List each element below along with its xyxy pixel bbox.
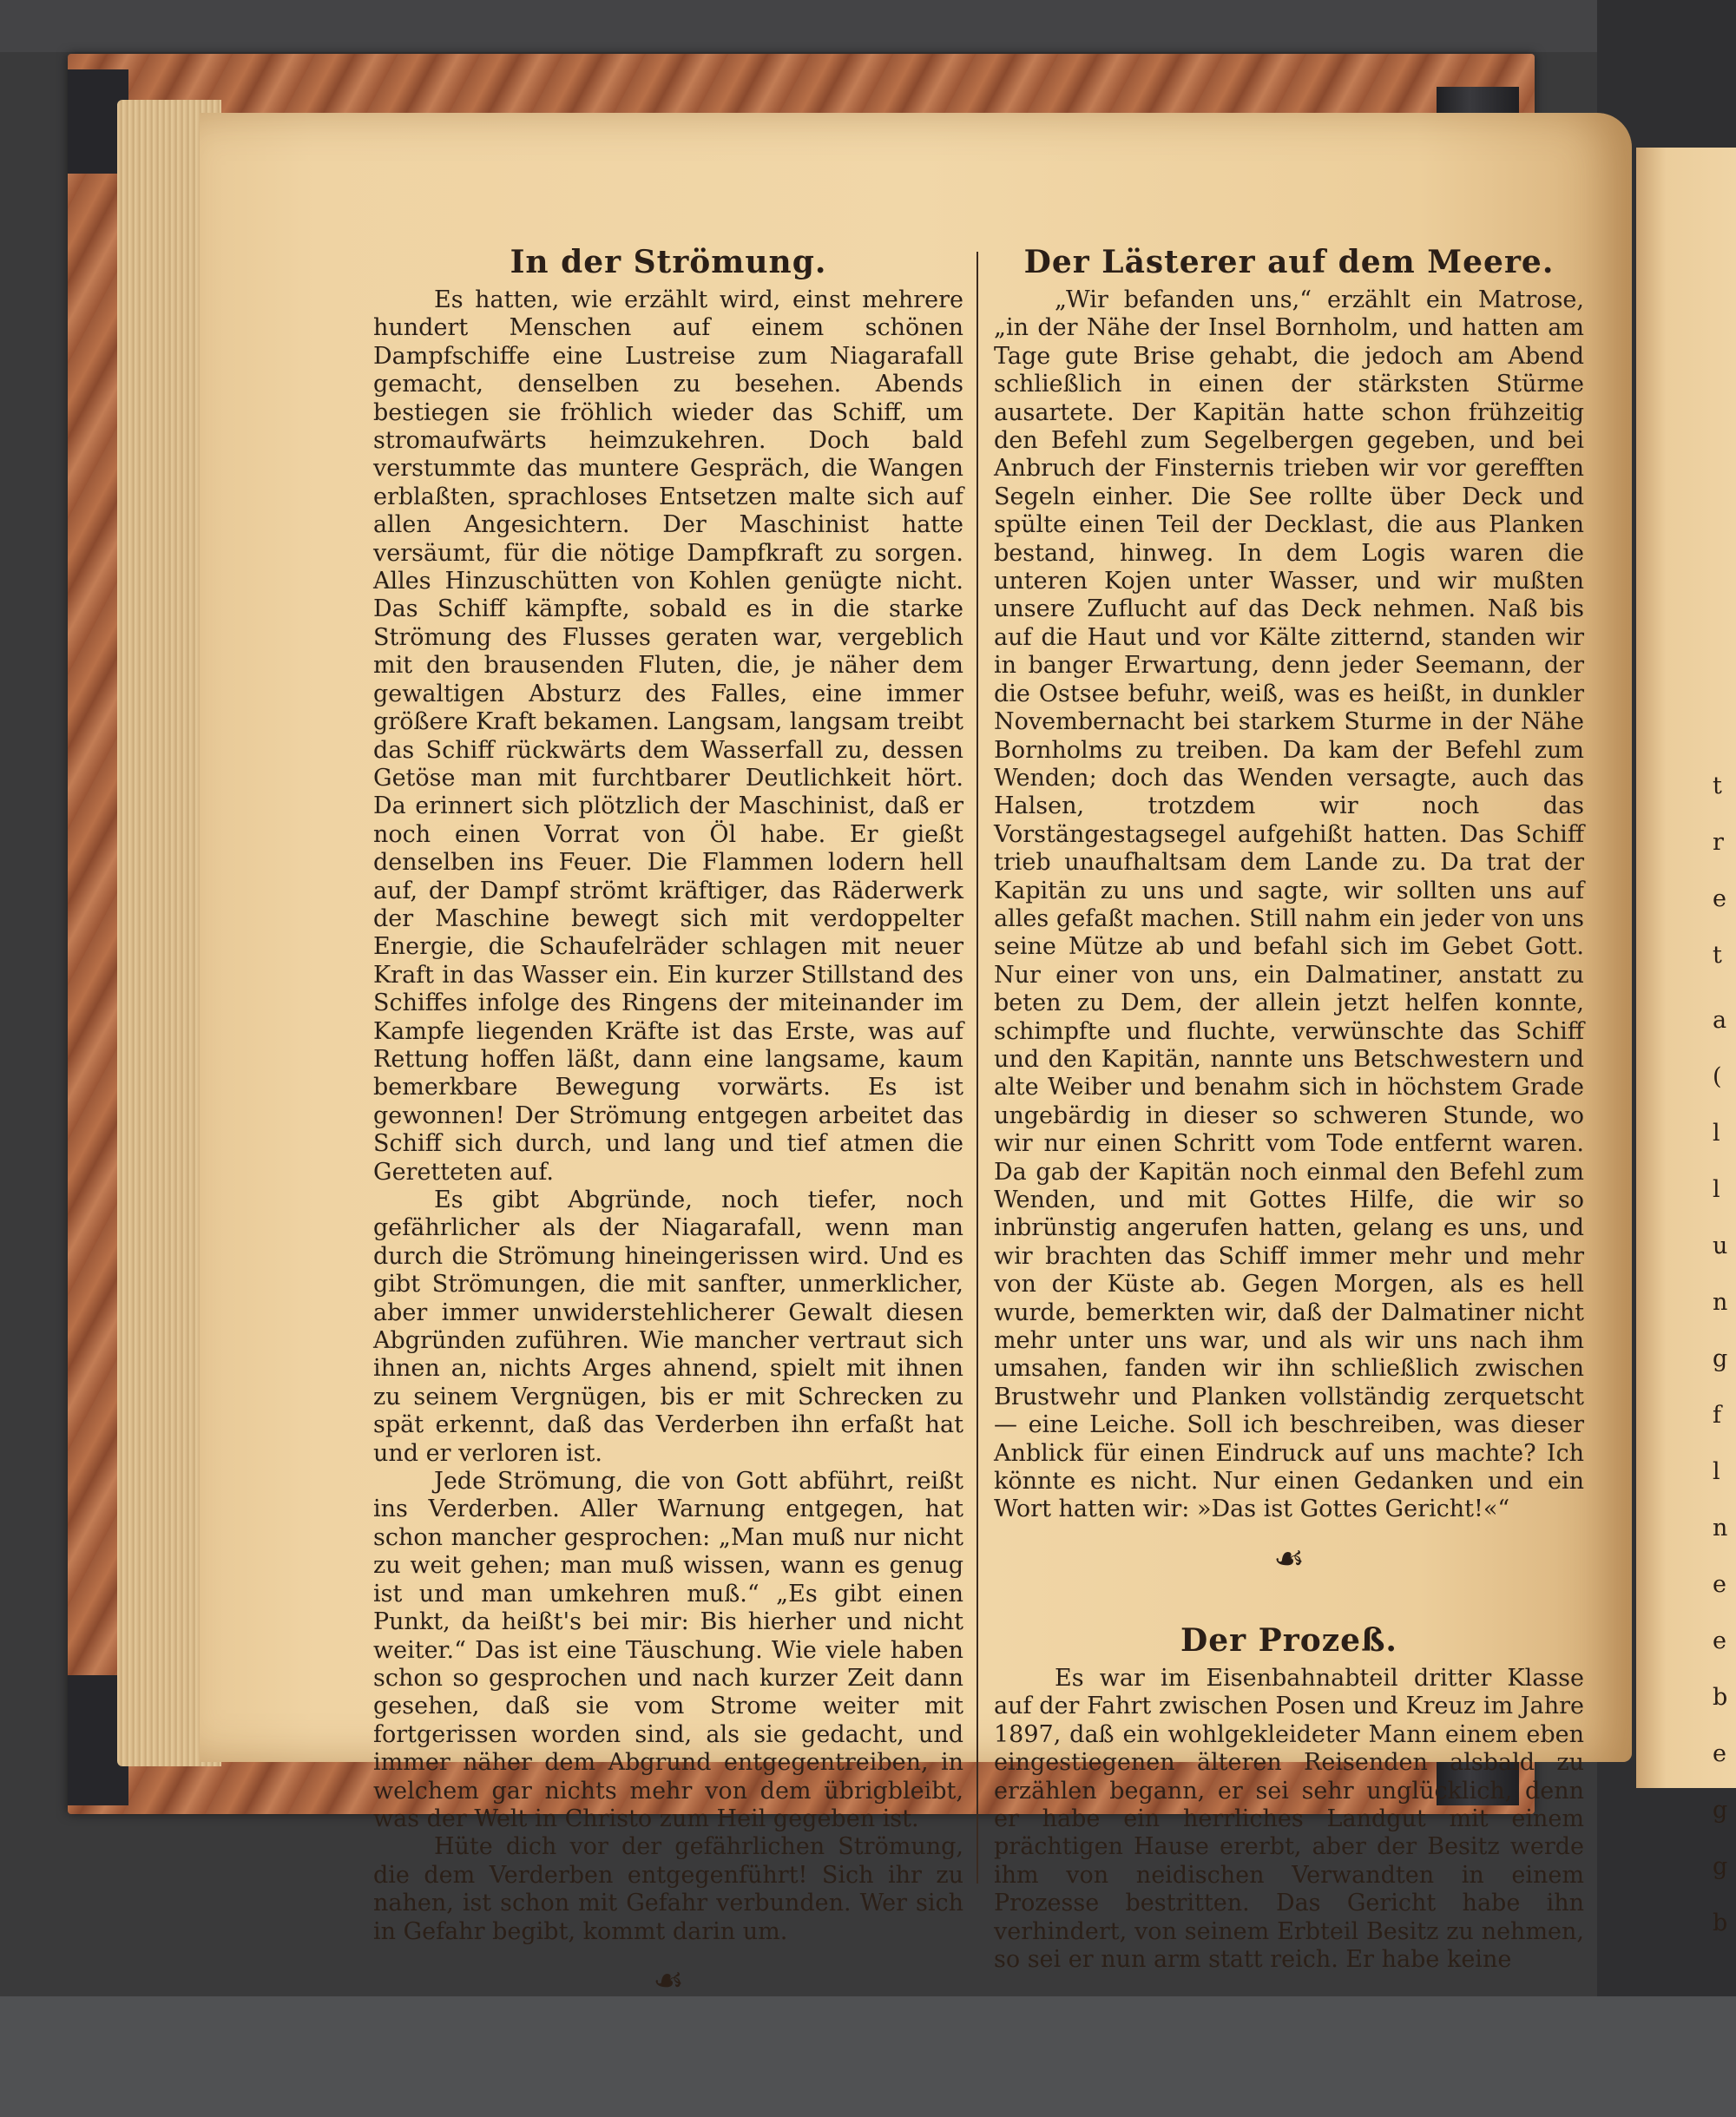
right-column [994, 243, 1584, 1974]
adjacent-fragment: e [1713, 1740, 1726, 1767]
article-paragraph: „Wir befanden uns,“ erzählt ein Matrose, „in der Nähe der Insel Bornholm, und hatten am Tage gute Brise gehabt, die jedoch am Abend schließlich in einen der stärksten Stürme ausartete. Der Kapitän hatte schon frühzeitig den Befehl zum Segelbergen gegeben, und bei Anbruch der Finsternis trieben wir vor gerefften Segeln einher. Die See rollte über Deck und spülte einen Teil der Decklast, die aus Planken bestand, hinweg. In dem Logis waren die unteren Kojen unter Wasser, und wir mußten unsere Zuflucht auf das Deck nehmen. Naß bis auf die Haut und vor Kälte zitternd, standen wir in banger Erwartung, denn jeder Seemann, der die Ostsee befuhr, weiß, was es heißt, in dunkler Novembernacht bei starkem Sturme in der Nähe Bornholms zu treiben. Da kam der Befehl zum Wenden; doch das Wenden versagte, auch das Halsen, trotzdem wir noch das Vorstängestagsegel aufgehißt hatten. Das Schiff trieb unaufhaltsam dem Lande zu. Da trat der Kapitän zu uns und sagte, wir sollten uns auf alles gefaßt machen. Still nahm ein jeder von uns seine Mütze ab und befahl sich im Gebet Gott. Nur einer von uns, ein Dalmatiner, anstatt zu beten zu Dem, der allein jetzt helfen konnte, schimpfte und fluchte, verwünschte das Schiff und den Kapitän, nannte uns Betschwestern und alte Weiber und benahm sich in höchstem Grade ungebärdig in dieser so schweren Stunde, wo wir nur einen Schritt vom Tode entfernt waren. Da gab der Kapitän noch einmal den Befehl zum Wenden, und mit Gottes Hilfe, die wir so inbrünstig angerufen hatten, gelang es uns, und wir brachten das Schiff immer mehr und mehr von der Küste ab. Gegen Morgen, als es hell wurde, bemerkten wir, daß der Dalmatiner nicht mehr unter uns war, und als wir uns nach ihm umsahen, fanden wir ihn schließlich zwischen Brustwehr und Planken vollständig zerquetscht — eine Leiche. Soll ich beschreiben, was dieser Anblick für einen Eindruck auf uns machte? Ich könnte es nicht. Nur einen Gedanken und ein Wort hatten wir: »Das ist Gottes Gericht!«“ [994, 286, 1584, 1523]
adjacent-fragment: f [1713, 1402, 1721, 1429]
adjacent-fragment: n [1713, 1289, 1728, 1316]
adjacent-fragment: g [1713, 1345, 1728, 1372]
article-paragraph: Hüte dich vor der gefährlichen Strömung, die dem Verderben entgegenführt! Sich ihr zu nahen, ist schon mit Gefahr verbunden. Wer sich in Gefahr begibt, kommt darin um. [373, 1833, 963, 1945]
adjacent-fragment: e [1713, 1627, 1726, 1654]
adjacent-fragment: t [1713, 773, 1722, 799]
adjacent-fragment: ( [1713, 1063, 1722, 1090]
adjacent-fragment: t [1713, 942, 1722, 969]
adjacent-fragment: e [1713, 1571, 1726, 1598]
article-paragraph: Jede Strömung, die von Gott abführt, reißt ins Verderben. Aller Warnung entgegen, hat schon mancher gesprochen: „Man muß nur nicht zu weit gehen; man muß wissen, wann es genug ist und man umkehren muß.“ „Es gibt einen Punkt, da heißt's bei mir: Bis hierher und nicht weiter.“ Das ist eine Täuschung. Wie viele haben schon so gesprochen und nach kurzer Zeit dann gesehen, daß sie vom Strome weiter mit fortgerissen worden sind, als sie gedacht, und immer näher dem Abgrund entgegentreiben, in welchem gar nichts mehr von dem übrigbleibt, was der Welt in Christo zum Heil gegeben ist. [373, 1468, 963, 1832]
ornament-icon: ☙ [653, 1960, 684, 2001]
adjacent-fragment: g [1713, 1853, 1728, 1880]
column-rule [976, 252, 978, 1884]
scanner-bed-top [0, 0, 1736, 52]
adjacent-page [1636, 148, 1736, 1936]
adjacent-fragment: b [1713, 1684, 1728, 1711]
article-title: Der Lästerer auf dem Meere. [1023, 244, 1555, 280]
article-paragraph: Es gibt Abgründe, noch tiefer, noch gefährlicher als der Niagarafall, wenn man durch die Strömung hineingerissen wird. Und es gibt Strömungen, die mit sanfter, unmerklicher, aber immer unwiderstehlicherer Gewalt diesen Abgründen zuführen. Wie mancher vertraut sich ihnen an, nichts Arges ahnend, spielt mit ihnen zu seinem Vergnügen, bis er mit Schrecken zu spät erkennt, daß das Verderben ihn erfaßt hat und er verloren ist. [373, 1187, 963, 1467]
adjacent-fragment: b [1713, 1910, 1728, 1936]
adjacent-fragment: r [1713, 829, 1724, 856]
adjacent-fragment: e [1713, 885, 1726, 912]
adjacent-fragment: l [1713, 1176, 1720, 1203]
adjacent-fragment: n [1713, 1515, 1728, 1542]
adjacent-fragment: a [1713, 1007, 1727, 1034]
article-paragraph: Es hatten, wie erzählt wird, einst mehrere hundert Menschen auf einem schönen Dampfschiffe eine Lustreise zum Niagarafall gemacht, denselben zu besehen. Abends bestiegen sie fröhlich wieder das Schiff, um stromaufwärts heimzukehren. Doch bald verstummte das muntere Gespräch, die Wangen erblaßten, sprachloses Entsetzen malte sich auf allen Angesichtern. Der Maschinist hatte versäumt, für die nötige Dampfkraft zu sorgen. Alles Hinzuschütten von Kohlen genügte nicht. Das Schiff kämpfte, sobald es in die starke Strömung des Flusses geraten war, vergeblich mit den brausenden Fluten, die, je näher dem gewaltigen Absturz des Falles, eine immer größere Kraft bekamen. Langsam, langsam treibt das Schiff rückwärts dem Wasserfall zu, dessen Getöse man mit furchtbarer Deutlichkeit hört. Da erinnert sich plötzlich der Maschinist, daß er noch einen Vorrat von Öl habe. Er gießt denselben ins Feuer. Die Flammen lodern hell auf, der Dampf strömt kräftiger, das Räderwerk der Maschine bewegt sich mit verdoppelter Energie, die Schaufelräder schlagen mit neuer Kraft in das Wasser ein. Ein kurzer Stillstand des Schiffes infolge des Ringens der miteinander im Kampfe liegenden Kräfte ist das Erste, was auf Rettung hoffen läßt, dann eine langsame, kaum bemerkbare Bewegung vorwärts. Es ist gewonnen! Der Strömung entgegen arbeitet das Schiff sich durch, und lang und tief atmen die Geretteten auf. [373, 286, 963, 1186]
ornament-icon: ☙ [1273, 1538, 1305, 1579]
left-column [373, 243, 963, 2014]
article-title: Der Prozeß. [1180, 1621, 1397, 1659]
adjacent-fragment: l [1713, 1458, 1720, 1485]
article-paragraph: Es war im Eisenbahnabteil dritter Klasse auf der Fahrt zwischen Posen und Kreuz im Jahre 1897, daß ein wohlgekleideter Mann einem eben eingestiegenen älteren Reisenden alsbald zu erzählen begann, er sei sehr unglücklich, denn er habe ein herrliches Landgut mit einem prächtigen Hause ererbt, aber der Besitz werde ihm von neidischen Verwandten in einem Prozesse bestritten. Das Gericht habe ihn verhindert, von seinem Erbteil Besitz zu nehmen, so sei er nun arm statt reich. Er habe keine [994, 1664, 1584, 1973]
adjacent-fragment: l [1713, 1120, 1720, 1147]
article-title: In der Strömung. [510, 244, 827, 280]
adjacent-fragment: g [1713, 1797, 1728, 1824]
scanner-bed-bottom [0, 1996, 1736, 2117]
adjacent-fragment: u [1713, 1233, 1728, 1259]
